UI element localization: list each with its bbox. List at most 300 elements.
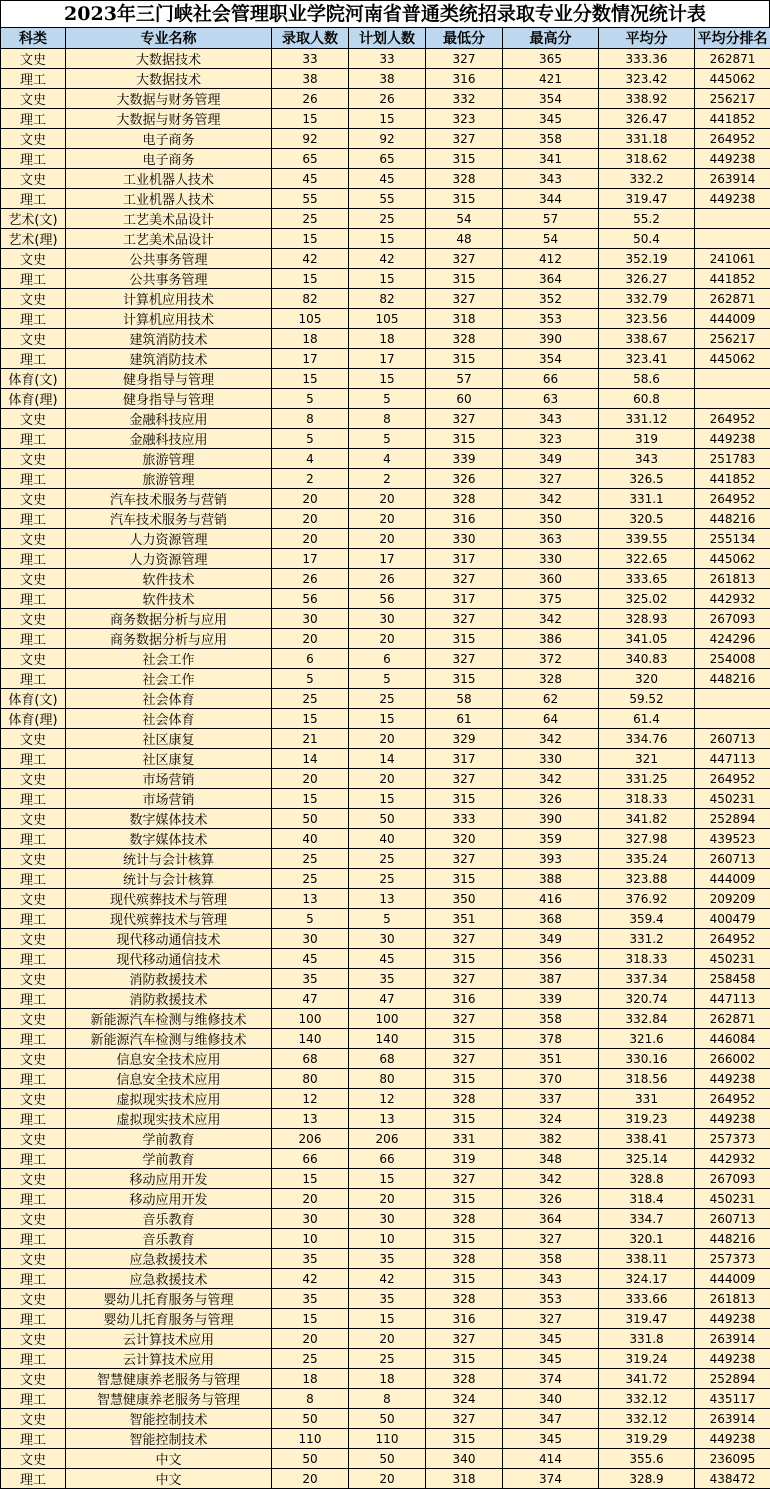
major-cell: 中文 bbox=[66, 1469, 272, 1489]
admitted-cell: 15 bbox=[272, 109, 349, 129]
table-row bbox=[1, 549, 770, 569]
table-body bbox=[1, 49, 770, 1489]
header-avg-score: 平均分 bbox=[599, 28, 695, 49]
major-cell: 学前教育 bbox=[66, 1149, 272, 1169]
avg-score-cell: 332.12 bbox=[599, 1389, 695, 1409]
avg-score-cell: 50.4 bbox=[599, 229, 695, 249]
planned-cell: 5 bbox=[349, 429, 426, 449]
major-cell: 工艺美术品设计 bbox=[66, 229, 272, 249]
admitted-cell: 8 bbox=[272, 409, 349, 429]
avg-rank-cell bbox=[695, 369, 770, 389]
max-score-cell: 374 bbox=[503, 1369, 599, 1389]
table-row bbox=[1, 369, 770, 389]
major-cell: 社会工作 bbox=[66, 669, 272, 689]
max-score-cell: 421 bbox=[503, 69, 599, 89]
min-score-cell: 327 bbox=[426, 1409, 503, 1429]
table-row bbox=[1, 1289, 770, 1309]
major-cell: 旅游管理 bbox=[66, 449, 272, 469]
planned-cell: 5 bbox=[349, 669, 426, 689]
category-cell: 文史 bbox=[1, 1369, 66, 1389]
category-cell: 文史 bbox=[1, 449, 66, 469]
major-cell: 应急救援技术 bbox=[66, 1249, 272, 1269]
table-row bbox=[1, 449, 770, 469]
admitted-cell: 8 bbox=[272, 1389, 349, 1409]
planned-cell: 25 bbox=[349, 209, 426, 229]
major-cell: 云计算技术应用 bbox=[66, 1329, 272, 1349]
max-score-cell: 348 bbox=[503, 1149, 599, 1169]
planned-cell: 92 bbox=[349, 129, 426, 149]
max-score-cell: 330 bbox=[503, 549, 599, 569]
category-cell: 文史 bbox=[1, 609, 66, 629]
max-score-cell: 63 bbox=[503, 389, 599, 409]
category-cell: 文史 bbox=[1, 409, 66, 429]
major-cell: 市场营销 bbox=[66, 789, 272, 809]
major-cell: 社会体育 bbox=[66, 689, 272, 709]
table-row bbox=[1, 569, 770, 589]
category-cell: 体育(理) bbox=[1, 709, 66, 729]
planned-cell: 8 bbox=[349, 409, 426, 429]
min-score-cell: 339 bbox=[426, 449, 503, 469]
planned-cell: 20 bbox=[349, 729, 426, 749]
admitted-cell: 26 bbox=[272, 89, 349, 109]
admitted-cell: 5 bbox=[272, 429, 349, 449]
admitted-cell: 30 bbox=[272, 929, 349, 949]
admitted-cell: 25 bbox=[272, 1349, 349, 1369]
avg-score-cell: 326.47 bbox=[599, 109, 695, 129]
avg-rank-cell: 266002 bbox=[695, 1049, 770, 1069]
admitted-cell: 50 bbox=[272, 1409, 349, 1429]
min-score-cell: 351 bbox=[426, 909, 503, 929]
table-row bbox=[1, 289, 770, 309]
avg-rank-cell: 446084 bbox=[695, 1029, 770, 1049]
avg-rank-cell: 252894 bbox=[695, 809, 770, 829]
major-cell: 电子商务 bbox=[66, 149, 272, 169]
avg-score-cell: 333.65 bbox=[599, 569, 695, 589]
avg-score-cell: 334.7 bbox=[599, 1209, 695, 1229]
admitted-cell: 55 bbox=[272, 189, 349, 209]
avg-rank-cell bbox=[695, 229, 770, 249]
min-score-cell: 350 bbox=[426, 889, 503, 909]
max-score-cell: 359 bbox=[503, 829, 599, 849]
avg-rank-cell bbox=[695, 689, 770, 709]
min-score-cell: 324 bbox=[426, 1389, 503, 1409]
min-score-cell: 340 bbox=[426, 1449, 503, 1469]
min-score-cell: 327 bbox=[426, 1049, 503, 1069]
major-cell: 婴幼儿托育服务与管理 bbox=[66, 1309, 272, 1329]
table-row bbox=[1, 1449, 770, 1469]
max-score-cell: 378 bbox=[503, 1029, 599, 1049]
min-score-cell: 331 bbox=[426, 1129, 503, 1149]
planned-cell: 56 bbox=[349, 589, 426, 609]
table-row bbox=[1, 1129, 770, 1149]
major-cell: 消防救援技术 bbox=[66, 969, 272, 989]
min-score-cell: 320 bbox=[426, 829, 503, 849]
major-cell: 大数据技术 bbox=[66, 49, 272, 69]
table-row bbox=[1, 909, 770, 929]
min-score-cell: 315 bbox=[426, 1069, 503, 1089]
min-score-cell: 315 bbox=[426, 189, 503, 209]
table-row bbox=[1, 989, 770, 1009]
planned-cell: 17 bbox=[349, 549, 426, 569]
category-cell: 文史 bbox=[1, 569, 66, 589]
admitted-cell: 20 bbox=[272, 529, 349, 549]
planned-cell: 15 bbox=[349, 109, 426, 129]
max-score-cell: 340 bbox=[503, 1389, 599, 1409]
major-cell: 公共事务管理 bbox=[66, 269, 272, 289]
avg-score-cell: 376.92 bbox=[599, 889, 695, 909]
header-planned: 计划人数 bbox=[349, 28, 426, 49]
max-score-cell: 382 bbox=[503, 1129, 599, 1149]
admitted-cell: 56 bbox=[272, 589, 349, 609]
avg-score-cell: 59.52 bbox=[599, 689, 695, 709]
table-row bbox=[1, 229, 770, 249]
max-score-cell: 360 bbox=[503, 569, 599, 589]
planned-cell: 20 bbox=[349, 769, 426, 789]
planned-cell: 14 bbox=[349, 749, 426, 769]
avg-score-cell: 332.12 bbox=[599, 1409, 695, 1429]
category-cell: 文史 bbox=[1, 1329, 66, 1349]
max-score-cell: 358 bbox=[503, 129, 599, 149]
planned-cell: 40 bbox=[349, 829, 426, 849]
major-cell: 现代殡葬技术与管理 bbox=[66, 889, 272, 909]
category-cell: 文史 bbox=[1, 1009, 66, 1029]
category-cell: 理工 bbox=[1, 909, 66, 929]
category-cell: 理工 bbox=[1, 1149, 66, 1169]
category-cell: 理工 bbox=[1, 1349, 66, 1369]
major-cell: 工业机器人技术 bbox=[66, 169, 272, 189]
max-score-cell: 57 bbox=[503, 209, 599, 229]
category-cell: 理工 bbox=[1, 1269, 66, 1289]
avg-rank-cell: 441852 bbox=[695, 269, 770, 289]
major-cell: 社区康复 bbox=[66, 749, 272, 769]
major-cell: 软件技术 bbox=[66, 569, 272, 589]
table-row bbox=[1, 789, 770, 809]
min-score-cell: 327 bbox=[426, 569, 503, 589]
table-row bbox=[1, 69, 770, 89]
min-score-cell: 328 bbox=[426, 1089, 503, 1109]
table-row bbox=[1, 469, 770, 489]
table-row bbox=[1, 1189, 770, 1209]
planned-cell: 15 bbox=[349, 1309, 426, 1329]
table-row bbox=[1, 849, 770, 869]
avg-rank-cell: 261813 bbox=[695, 1289, 770, 1309]
table-row bbox=[1, 209, 770, 229]
avg-rank-cell: 260713 bbox=[695, 729, 770, 749]
avg-rank-cell: 256217 bbox=[695, 329, 770, 349]
admitted-cell: 35 bbox=[272, 969, 349, 989]
max-score-cell: 327 bbox=[503, 1229, 599, 1249]
avg-score-cell: 321.6 bbox=[599, 1029, 695, 1049]
max-score-cell: 343 bbox=[503, 409, 599, 429]
major-cell: 大数据与财务管理 bbox=[66, 89, 272, 109]
major-cell: 虚拟现实技术应用 bbox=[66, 1109, 272, 1129]
max-score-cell: 343 bbox=[503, 169, 599, 189]
major-cell: 统计与会计核算 bbox=[66, 849, 272, 869]
admitted-cell: 65 bbox=[272, 149, 349, 169]
table-row bbox=[1, 1429, 770, 1449]
avg-rank-cell: 264952 bbox=[695, 129, 770, 149]
planned-cell: 26 bbox=[349, 89, 426, 109]
max-score-cell: 365 bbox=[503, 49, 599, 69]
planned-cell: 50 bbox=[349, 1449, 426, 1469]
planned-cell: 30 bbox=[349, 929, 426, 949]
category-cell: 文史 bbox=[1, 1449, 66, 1469]
avg-rank-cell: 236095 bbox=[695, 1449, 770, 1469]
admitted-cell: 42 bbox=[272, 249, 349, 269]
avg-score-cell: 328.8 bbox=[599, 1169, 695, 1189]
category-cell: 文史 bbox=[1, 169, 66, 189]
max-score-cell: 342 bbox=[503, 769, 599, 789]
planned-cell: 17 bbox=[349, 349, 426, 369]
min-score-cell: 54 bbox=[426, 209, 503, 229]
avg-score-cell: 55.2 bbox=[599, 209, 695, 229]
category-cell: 理工 bbox=[1, 1229, 66, 1249]
avg-score-cell: 331.8 bbox=[599, 1329, 695, 1349]
table-row bbox=[1, 129, 770, 149]
admitted-cell: 5 bbox=[272, 909, 349, 929]
avg-rank-cell: 444009 bbox=[695, 869, 770, 889]
planned-cell: 20 bbox=[349, 509, 426, 529]
category-cell: 理工 bbox=[1, 869, 66, 889]
table-row bbox=[1, 1329, 770, 1349]
admitted-cell: 33 bbox=[272, 49, 349, 69]
max-score-cell: 323 bbox=[503, 429, 599, 449]
max-score-cell: 388 bbox=[503, 869, 599, 889]
admitted-cell: 15 bbox=[272, 1309, 349, 1329]
avg-rank-cell: 267093 bbox=[695, 609, 770, 629]
avg-rank-cell: 400479 bbox=[695, 909, 770, 929]
admitted-cell: 20 bbox=[272, 769, 349, 789]
table-row bbox=[1, 669, 770, 689]
category-cell: 文史 bbox=[1, 1169, 66, 1189]
category-cell: 理工 bbox=[1, 1029, 66, 1049]
planned-cell: 25 bbox=[349, 1349, 426, 1369]
min-score-cell: 315 bbox=[426, 1029, 503, 1049]
max-score-cell: 343 bbox=[503, 1269, 599, 1289]
min-score-cell: 327 bbox=[426, 969, 503, 989]
max-score-cell: 372 bbox=[503, 649, 599, 669]
major-cell: 软件技术 bbox=[66, 589, 272, 609]
avg-rank-cell: 257373 bbox=[695, 1249, 770, 1269]
category-cell: 文史 bbox=[1, 529, 66, 549]
min-score-cell: 315 bbox=[426, 1109, 503, 1129]
planned-cell: 15 bbox=[349, 369, 426, 389]
planned-cell: 45 bbox=[349, 169, 426, 189]
table-row bbox=[1, 869, 770, 889]
avg-rank-cell: 258458 bbox=[695, 969, 770, 989]
avg-rank-cell: 261813 bbox=[695, 569, 770, 589]
planned-cell: 42 bbox=[349, 249, 426, 269]
avg-score-cell: 333.66 bbox=[599, 1289, 695, 1309]
planned-cell: 140 bbox=[349, 1029, 426, 1049]
major-cell: 商务数据分析与应用 bbox=[66, 629, 272, 649]
avg-score-cell: 319.23 bbox=[599, 1109, 695, 1129]
category-cell: 理工 bbox=[1, 1109, 66, 1129]
admitted-cell: 15 bbox=[272, 1169, 349, 1189]
major-cell: 汽车技术服务与营销 bbox=[66, 489, 272, 509]
max-score-cell: 330 bbox=[503, 749, 599, 769]
admitted-cell: 12 bbox=[272, 1089, 349, 1109]
planned-cell: 20 bbox=[349, 529, 426, 549]
avg-score-cell: 352.19 bbox=[599, 249, 695, 269]
max-score-cell: 387 bbox=[503, 969, 599, 989]
max-score-cell: 364 bbox=[503, 1209, 599, 1229]
admitted-cell: 20 bbox=[272, 629, 349, 649]
admitted-cell: 25 bbox=[272, 849, 349, 869]
min-score-cell: 48 bbox=[426, 229, 503, 249]
planned-cell: 80 bbox=[349, 1069, 426, 1089]
planned-cell: 35 bbox=[349, 1249, 426, 1269]
table-row bbox=[1, 749, 770, 769]
avg-rank-cell: 449238 bbox=[695, 1309, 770, 1329]
planned-cell: 20 bbox=[349, 1329, 426, 1349]
major-cell: 智慧健康养老服务与管理 bbox=[66, 1389, 272, 1409]
admitted-cell: 68 bbox=[272, 1049, 349, 1069]
major-cell: 数字媒体技术 bbox=[66, 809, 272, 829]
avg-rank-cell: 448216 bbox=[695, 669, 770, 689]
category-cell: 理工 bbox=[1, 149, 66, 169]
avg-score-cell: 330.16 bbox=[599, 1049, 695, 1069]
table-row bbox=[1, 1009, 770, 1029]
admitted-cell: 47 bbox=[272, 989, 349, 1009]
avg-rank-cell: 449238 bbox=[695, 1109, 770, 1129]
min-score-cell: 328 bbox=[426, 329, 503, 349]
planned-cell: 18 bbox=[349, 1369, 426, 1389]
category-cell: 理工 bbox=[1, 1429, 66, 1449]
max-score-cell: 349 bbox=[503, 449, 599, 469]
max-score-cell: 356 bbox=[503, 949, 599, 969]
avg-score-cell: 323.41 bbox=[599, 349, 695, 369]
max-score-cell: 328 bbox=[503, 669, 599, 689]
admitted-cell: 50 bbox=[272, 809, 349, 829]
planned-cell: 66 bbox=[349, 1149, 426, 1169]
category-cell: 理工 bbox=[1, 629, 66, 649]
planned-cell: 82 bbox=[349, 289, 426, 309]
admitted-cell: 17 bbox=[272, 549, 349, 569]
table-row bbox=[1, 689, 770, 709]
avg-rank-cell: 260713 bbox=[695, 849, 770, 869]
min-score-cell: 319 bbox=[426, 1149, 503, 1169]
admitted-cell: 20 bbox=[272, 1189, 349, 1209]
max-score-cell: 337 bbox=[503, 1089, 599, 1109]
max-score-cell: 354 bbox=[503, 89, 599, 109]
major-cell: 社会体育 bbox=[66, 709, 272, 729]
category-cell: 文史 bbox=[1, 249, 66, 269]
min-score-cell: 332 bbox=[426, 89, 503, 109]
category-cell: 理工 bbox=[1, 269, 66, 289]
planned-cell: 13 bbox=[349, 889, 426, 909]
avg-rank-cell: 441852 bbox=[695, 469, 770, 489]
major-cell: 音乐教育 bbox=[66, 1209, 272, 1229]
admitted-cell: 92 bbox=[272, 129, 349, 149]
category-cell: 理工 bbox=[1, 509, 66, 529]
admitted-cell: 25 bbox=[272, 869, 349, 889]
avg-score-cell: 331.1 bbox=[599, 489, 695, 509]
min-score-cell: 60 bbox=[426, 389, 503, 409]
table-row bbox=[1, 1029, 770, 1049]
major-cell: 中文 bbox=[66, 1449, 272, 1469]
min-score-cell: 327 bbox=[426, 929, 503, 949]
min-score-cell: 315 bbox=[426, 429, 503, 449]
avg-rank-cell: 450231 bbox=[695, 1189, 770, 1209]
major-cell: 智能控制技术 bbox=[66, 1409, 272, 1429]
major-cell: 市场营销 bbox=[66, 769, 272, 789]
major-cell: 人力资源管理 bbox=[66, 549, 272, 569]
max-score-cell: 341 bbox=[503, 149, 599, 169]
header-category: 科类 bbox=[1, 28, 66, 49]
category-cell: 文史 bbox=[1, 49, 66, 69]
planned-cell: 42 bbox=[349, 1269, 426, 1289]
table-row bbox=[1, 389, 770, 409]
category-cell: 理工 bbox=[1, 989, 66, 1009]
planned-cell: 15 bbox=[349, 709, 426, 729]
category-cell: 文史 bbox=[1, 929, 66, 949]
avg-score-cell: 324.17 bbox=[599, 1269, 695, 1289]
max-score-cell: 339 bbox=[503, 989, 599, 1009]
admitted-cell: 50 bbox=[272, 1449, 349, 1469]
planned-cell: 6 bbox=[349, 649, 426, 669]
table-row bbox=[1, 529, 770, 549]
admitted-cell: 35 bbox=[272, 1289, 349, 1309]
category-cell: 文史 bbox=[1, 1289, 66, 1309]
min-score-cell: 316 bbox=[426, 509, 503, 529]
major-cell: 大数据与财务管理 bbox=[66, 109, 272, 129]
max-score-cell: 326 bbox=[503, 789, 599, 809]
table-row bbox=[1, 589, 770, 609]
category-cell: 文史 bbox=[1, 1129, 66, 1149]
avg-score-cell: 331.12 bbox=[599, 409, 695, 429]
planned-cell: 15 bbox=[349, 229, 426, 249]
admitted-cell: 20 bbox=[272, 1329, 349, 1349]
avg-rank-cell: 263914 bbox=[695, 1329, 770, 1349]
major-cell: 金融科技应用 bbox=[66, 409, 272, 429]
avg-score-cell: 340.83 bbox=[599, 649, 695, 669]
max-score-cell: 344 bbox=[503, 189, 599, 209]
avg-rank-cell: 251783 bbox=[695, 449, 770, 469]
category-cell: 文史 bbox=[1, 1249, 66, 1269]
avg-score-cell: 332.84 bbox=[599, 1009, 695, 1029]
min-score-cell: 327 bbox=[426, 129, 503, 149]
min-score-cell: 315 bbox=[426, 149, 503, 169]
table-row bbox=[1, 429, 770, 449]
planned-cell: 15 bbox=[349, 269, 426, 289]
min-score-cell: 333 bbox=[426, 809, 503, 829]
max-score-cell: 370 bbox=[503, 1069, 599, 1089]
planned-cell: 105 bbox=[349, 309, 426, 329]
category-cell: 理工 bbox=[1, 1469, 66, 1489]
max-score-cell: 354 bbox=[503, 349, 599, 369]
min-score-cell: 315 bbox=[426, 269, 503, 289]
table-row bbox=[1, 1369, 770, 1389]
planned-cell: 4 bbox=[349, 449, 426, 469]
avg-score-cell: 320 bbox=[599, 669, 695, 689]
planned-cell: 68 bbox=[349, 1049, 426, 1069]
major-cell: 现代移动通信技术 bbox=[66, 929, 272, 949]
min-score-cell: 327 bbox=[426, 289, 503, 309]
major-cell: 虚拟现实技术应用 bbox=[66, 1089, 272, 1109]
planned-cell: 38 bbox=[349, 69, 426, 89]
table-row bbox=[1, 1389, 770, 1409]
avg-rank-cell: 445062 bbox=[695, 349, 770, 369]
avg-rank-cell: 267093 bbox=[695, 1169, 770, 1189]
avg-score-cell: 339.55 bbox=[599, 529, 695, 549]
min-score-cell: 327 bbox=[426, 1329, 503, 1349]
admitted-cell: 18 bbox=[272, 329, 349, 349]
max-score-cell: 342 bbox=[503, 1169, 599, 1189]
category-cell: 理工 bbox=[1, 1389, 66, 1409]
table-row bbox=[1, 489, 770, 509]
avg-rank-cell: 435117 bbox=[695, 1389, 770, 1409]
